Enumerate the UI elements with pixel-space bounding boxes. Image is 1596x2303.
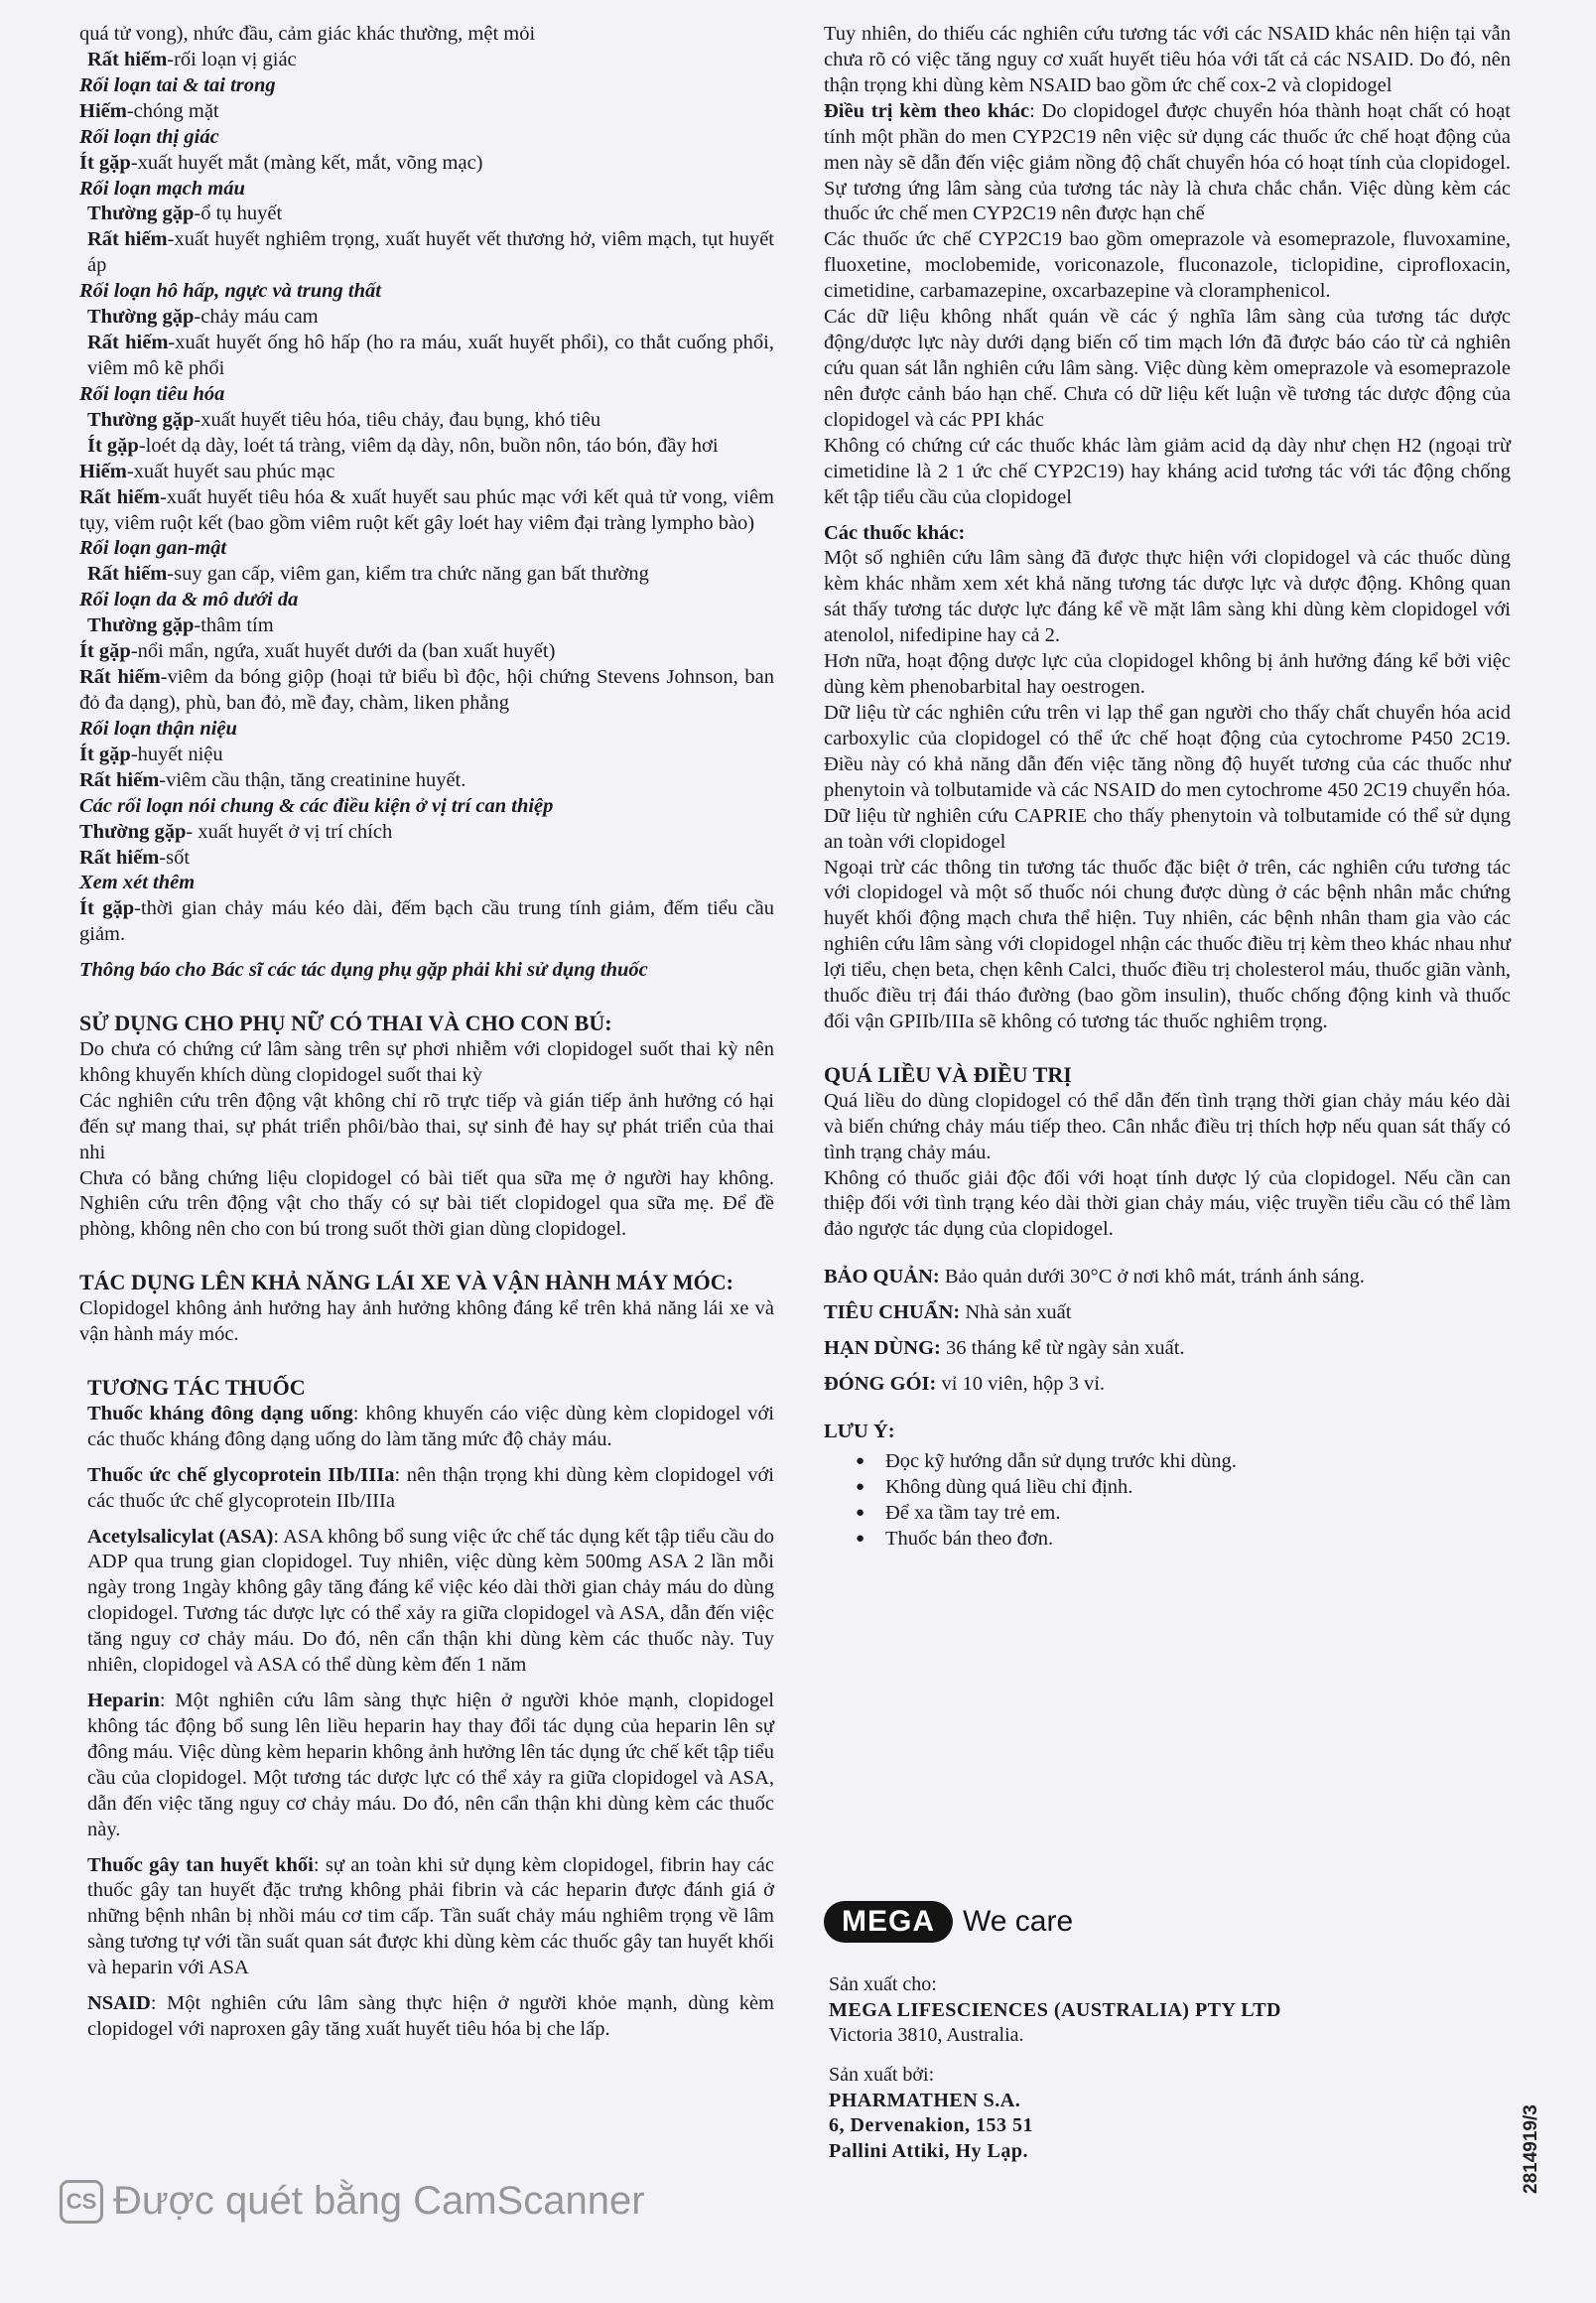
list-item: ● Thuốc bán theo đơn. — [885, 1527, 1511, 1553]
gi-rare: Hiếm-xuất huyết sau phúc mạc — [79, 460, 335, 482]
kidney-rare: Rất hiếm-viêm cầu thận, tăng creatinine huyết. — [79, 768, 466, 791]
packaging-line: ĐÓNG GÓI: vỉ 10 viên, hộp 3 vỉ. — [824, 1373, 1106, 1396]
eye-uncommon: Ít gặp-xuất huyết mắt (màng kết, mắt, võng mạc) — [79, 151, 483, 174]
liver-title: Rối loạn gan-mật — [79, 537, 227, 560]
pregnancy-p3: Chưa có bằng chứng liệu clopidogel có bài tiết qua sữa mẹ ở người hay không. Nghiên cứu trên động vật cho thấy có sự bài tiết clopidogel qua sữa mẹ. Để đề phòng, không nên cho con bú trong suốt thời gian dùng clopidogel. — [79, 1166, 774, 1241]
respiratory-title: Rối loạn hô hấp, ngực và trung thất — [79, 280, 381, 303]
manufactured-for-label: Sản xuất cho: — [829, 1973, 937, 1995]
overdose-p1: Quá liều do dùng clopidogel có thể dẫn đến tình trạng thời gian chảy máu kéo dài và biến chứng chảy máu tiếp theo. Cân nhắc điều trị thích hợp nếu quan sát thấy có tình trạng chảy máu. — [824, 1089, 1511, 1163]
overdose-p2: Không có thuốc giải độc đối với hoạt tính dược lý của clopidogel. Nếu cần can thiệp đối với tình trạng kéo dài thời gian chảy máu, việc truyền tiểu cầu có thể làm đảo ngược tác dụng của clopidogel. — [824, 1166, 1511, 1241]
notes-heading: LƯU Ý: — [824, 1421, 895, 1442]
list-item: ● Đọc kỹ hướng dẫn sử dụng trước khi dùng. — [885, 1449, 1511, 1475]
general-rare: Rất hiếm-sốt — [79, 846, 191, 869]
manufactured-for-name: MEGA LIFESCIENCES (AUSTRALIA) PTY LTD — [829, 1998, 1281, 2021]
manufactured-for-address: Victoria 3810, Australia. — [829, 2024, 1024, 2047]
manufactured-by-name: PHARMATHEN S.A. — [829, 2089, 1021, 2111]
skin-rare: Rất hiếm-viêm da bóng giộp (hoại tử biểu bì độc, hội chứng Stevens Johnson, ban đỏ đa dạng), phù, ban đỏ, mề đay, chàm, liken phẳng — [79, 666, 775, 714]
ear-title: Rối loạn tai & tai trong — [79, 73, 276, 96]
driving-heading: TÁC DỤNG LÊN KHẢ NĂNG LÁI XE VÀ VẬN HÀNH MÁY MÓC: — [79, 1270, 733, 1295]
watermark-text: Được quét bằng CamScanner — [113, 2179, 645, 2223]
intro-line: quá tử vong), nhức đầu, cảm giác khác thường, mệt mỏi — [79, 23, 536, 45]
pregnancy-heading: SỬ DỤNG CHO PHỤ NỮ CÓ THAI VÀ CHO CON BÚ: — [79, 1011, 612, 1036]
kidney-uncommon: Ít gặp-huyết niệu — [79, 743, 223, 765]
manufactured-by-block — [829, 2063, 1385, 2164]
overdose-heading: QUÁ LIỀU VÀ ĐIỀU TRỊ — [824, 1061, 1072, 1087]
logo-badge: MEGA — [824, 1901, 953, 1943]
leaflet-code: 2814919/3 — [1521, 2104, 1541, 2194]
vascular-common: Thường gặp-ổ tụ huyết — [87, 203, 283, 225]
other-drugs-p3: Dữ liệu từ các nghiên cứu trên vi lạp thể gan người cho thấy chất chuyển hóa acid carboxylic của clopidogel có thể ức chế hoạt động của cytochrome P450 2C19. Điều này có khả năng dẫn đến việc tăng nồng độ huyết tương của các thuốc như phenytoin và tolbutamide và các NSAID do men cytochrome 450 2C19 chuyển hóa. Dữ liệu từ nghiên cứu CAPRIE cho thấy phenytoin và tolbutamide có thể sử dụng an toàn với clopidogel — [824, 701, 1511, 853]
notify-doctor-line: Thông báo cho Bác sĩ các tác dụng phụ gặp phải khi sử dụng thuốc — [79, 959, 648, 982]
manufactured-by-address-2: Pallini Attiki, Hy Lạp. — [829, 2139, 1028, 2162]
vascular-title: Rối loạn mạch máu — [79, 177, 245, 200]
right-column — [824, 22, 1511, 1553]
skin-uncommon: Ít gặp-nổi mẩn, ngứa, xuất huyết dưới da (ban xuất huyết) — [79, 640, 556, 663]
investigations-title: Xem xét thêm — [79, 872, 196, 894]
standard-line: TIÊU CHUẨN: Nhà sản xuất — [824, 1301, 1072, 1324]
expiry-line: HẠN DÙNG: 36 tháng kể từ ngày sản xuất. — [824, 1337, 1185, 1360]
ear-uncommon: Hiếm-chóng mặt — [79, 99, 219, 122]
glycoprotein-paragraph: Thuốc ức chế glycoprotein IIb/IIIa: nên thận trọng khi dùng kèm clopidogel với các thuốc ức chế glycoprotein IIb/IIIa — [87, 1463, 774, 1512]
other-drugs-p1: Một số nghiên cứu lâm sàng đã được thực hiện với clopidogel và các thuốc dùng kèm khác nhằm xem xét khả năng tương tác dược lực và dược động. Không quan sát thấy tương tác dược lực đáng kể về mặt lâm sàng khi dùng kèm clopidogel với atenolol, nifedipine hay cả 2. — [824, 547, 1511, 647]
gi-common: Thường gặp-xuất huyết tiêu hóa, tiêu chảy, đau bụng, khó tiêu — [87, 408, 601, 431]
respiratory-rare: Rất hiếm-xuất huyết ống hô hấp (ho ra máu, xuất huyết phổi), co thắt cuống phổi, viêm mô kẽ phổi — [87, 332, 774, 379]
other-drugs-p2: Hơn nữa, hoạt động dược lực của clopidogel không bị ảnh hưởng đáng kể bởi việc dùng kèm phenobarbital hay oestrogen. — [824, 650, 1511, 699]
list-item: ● Để xa tầm tay trẻ em. — [885, 1501, 1511, 1527]
neuro-rare: Rất hiếm-rối loạn vị giác — [87, 48, 297, 70]
logo-tagline: We care — [963, 1905, 1074, 1938]
mega-logo — [824, 1901, 1073, 1943]
eye-title: Rối loạn thị giác — [79, 125, 219, 148]
other-drugs-title: Các thuốc khác: — [824, 521, 966, 544]
liver-rare: Rất hiếm-suy gan cấp, viêm gan, kiểm tra chức năng gan bất thường — [87, 563, 649, 586]
gi-title: Rối loạn tiêu hóa — [79, 382, 225, 405]
manufactured-by-label: Sản xuất bởi: — [829, 2064, 935, 2086]
other-drugs-p4: Ngoại trừ các thông tin tương tác thuốc đặc biệt ở trên, các nghiên cứu tương tác với clopidogel và một số thuốc nói chung được dùng ở các bệnh nhân mắc chứng huyết khối động mạch chưa thể hiện. Tuy nhiên, các bệnh nhân tham gia vào các nghiên cứu lâm sàng với clopidogel nhận các thuốc điều trị kèm theo khác nhau như lợi tiểu, chẹn beta, chẹn kênh Calci, thuốc điều trị cholesterol máu, thuốc giãn vành, thuốc điều trị đái tháo đường (bao gồm insulin), thuốc chống động kinh và thuốc đối vận GPIIb/IIIa sẽ không có tương tác thuốc nghiêm trọng. — [824, 856, 1511, 1033]
other-treatment-paragraph: Điều trị kèm theo khác: Do clopidogel được chuyển hóa thành hoạt chất có hoạt tính một phần do men CYP2C19 nên việc sử dụng các thuốc ức chế hoạt động của men này sẽ dẫn đến việc giảm nồng độ chất chuyển hóa có hoạt tính của clopidogel. Sự tương ứng lâm sàng của tương tác này là chưa chắc chắn. Việc dùng kèm các thuốc ức chế men CYP2C19 nên được hạn chế — [824, 99, 1511, 225]
asa-paragraph: Acetylsalicylat (ASA): ASA không bổ sung việc ức chế tác dụng kết tập tiểu cầu do ADP qua trung gian clopidogel. Tuy nhiên, việc dùng kèm 500mg ASA 2 lần mỗi ngày trong 1ngày không gây tăng đáng kể việc kéo dài thời gian chảy máu do dùng clopidogel. Tương tác dược lực có thể xảy ra giữa clopidogel và ASA, dẫn đến việc tăng nguy cơ chảy máu. Do đó, nên cẩn thận khi dùng kèm các thuốc này. Tuy nhiên, clopidogel và ASA có thể dùng kèm đến 1 năm — [87, 1525, 774, 1677]
interactions-heading: TƯƠNG TÁC THUỐC — [87, 1374, 306, 1400]
driving-paragraph: Clopidogel không ảnh hưởng hay ảnh hưởng không đáng kể trên khả năng lái xe và vận hành máy móc. — [79, 1297, 774, 1346]
gi-uncommon: Ít gặp-loét dạ dày, loét tá tràng, viêm dạ dày, nôn, buồn nôn, táo bón, đầy hơi — [87, 434, 719, 457]
manufactured-for-block — [829, 1972, 1385, 2049]
skin-title: Rối loạn da & mô dưới da — [79, 589, 299, 611]
scanner-watermark — [60, 2179, 645, 2224]
list-item: ● Không dùng quá liều chỉ định. — [885, 1475, 1511, 1501]
manufactured-by-address-1: 6, Dervenakion, 153 51 — [829, 2114, 1033, 2137]
oral-anticoagulant-paragraph: Thuốc kháng đông dạng uống: không khuyến cáo việc dùng kèm clopidogel với các thuốc kháng đông dạng uống do làm tăng mức độ chảy máu. — [87, 1402, 774, 1450]
vascular-rare: Rất hiếm-xuất huyết nghiêm trọng, xuất huyết vết thương hở, viêm mạch, tụt huyết áp — [87, 228, 774, 277]
ppi-paragraph: Các dữ liệu không nhất quán về các ý nghĩa lâm sàng của tương tác dược động/dược lực này dưới dạng biến cố tim mạch lớn đã được báo cáo từ cả nghiên cứu quan sát lẫn nghiên cứu lâm sàng. Việc dùng kèm omeprazole và esomeprazole nên được cảnh báo hạn chế. Chưa có dữ liệu kết luận về tương tác dược động của clopidogel và các PPI khác — [824, 306, 1511, 431]
camscanner-icon: CS — [60, 2180, 103, 2224]
respiratory-common: Thường gặp-chảy máu cam — [87, 306, 319, 329]
left-column — [79, 22, 774, 2043]
investigations-uncommon: Ít gặp-thời gian chảy máu kéo dài, đếm bạch cầu trung tính giảm, đếm tiểu cầu giảm. — [79, 897, 774, 946]
nsaid-paragraph: NSAID: Một nghiên cứu lâm sàng thực hiện ở người khỏe mạnh, dùng kèm clopidogel với naproxen gây tăng xuất huyết tiêu hóa bị che lấp. — [87, 1992, 774, 2041]
kidney-title: Rối loạn thận niệu — [79, 717, 237, 740]
general-common: Thường gặp- xuất huyết ở vị trí chích — [79, 820, 393, 843]
general-title: Các rối loạn nói chung & các điều kiện ở vị trí can thiệp — [79, 794, 554, 817]
h2-paragraph: Không có chứng cứ các thuốc khác làm giảm acid dạ dày như chẹn H2 (ngoại trừ cimetidine là 2 1 ức chế CYP2C19) hay kháng acid tương tác với tác động chống kết tập tiểu cầu của clopidogel — [824, 434, 1511, 508]
nsaid-continued: Tuy nhiên, do thiếu các nghiên cứu tương tác với các NSAID khác nên hiện tại vẫn chưa rõ có việc tăng nguy cơ xuất huyết tiêu hóa với tất cả các NSAID. Do đó, nên thận trọng khi dùng kèm NSAID bao gồm ức chế cox-2 và clopidogel — [824, 23, 1511, 96]
pregnancy-p2: Các nghiên cứu trên động vật không chỉ rõ trực tiếp và gián tiếp ảnh hưởng có hại đến sự mang thai, sự phát triển phôi/bào thai, sự sinh đẻ hay sự phát triển của thai nhi — [79, 1089, 774, 1163]
thrombolytic-paragraph: Thuốc gây tan huyết khối: sự an toàn khi sử dụng kèm clopidogel, fibrin hay các thuốc gây tan huyết đặc trưng không phải fibrin và các heparin được đánh giá ở những bệnh nhân bị nhồi máu cơ tim cấp. Tần suất chảy máu nghiêm trọng về lâm sàng tương tự với tần suất quan sát được khi dùng kèm các thuốc gây tan huyết khối và heparin với ASA — [87, 1853, 774, 1979]
cyp2c19-inhibitors-list: Các thuốc ức chế CYP2C19 bao gồm omeprazole và esomeprazole, fluvoxamine, fluoxetine, moclobemide, voriconazole, fluconazole, ticlopidine, ciprofloxacin, cimetidine, carbamazepine, oxcarbazepine và cloramphenicol. — [824, 228, 1511, 303]
heparin-paragraph: Heparin: Một nghiên cứu lâm sàng thực hiện ở người khỏe mạnh, clopidogel không tác động bổ sung lên liều heparin hay thay đổi tác dụng của heparin lên sự đông máu. Việc dùng kèm heparin không ảnh hưởng lên tác dụng ức chế kết tập tiểu cầu của clopidogel. Một tương tác dược lực có thể xảy ra giữa clopidogel và ASA, dẫn đến việc tăng nguy cơ chảy máu. Do đó, nên cẩn thận khi dùng kèm các thuốc này. — [87, 1690, 774, 1840]
skin-common: Thường gặp-thâm tím — [87, 614, 274, 637]
pregnancy-p1: Do chưa có chứng cứ lâm sàng trên sự phơi nhiễm với clopidogel suốt thai kỳ nên không khuyến khích dùng clopidogel suốt thai kỳ — [79, 1037, 774, 1086]
notes-list — [824, 1449, 1511, 1553]
storage-line: BẢO QUẢN: Bảo quản dưới 30°C ở nơi khô mát, tránh ánh sáng. — [824, 1266, 1365, 1288]
gi-very-rare: Rất hiếm-xuất huyết tiêu hóa & xuất huyết sau phúc mạc với kết quả tử vong, viêm tụy, viêm ruột kết (bao gồm viêm ruột kết gây loét hay viêm đại tràng lympho bào) — [79, 485, 774, 534]
